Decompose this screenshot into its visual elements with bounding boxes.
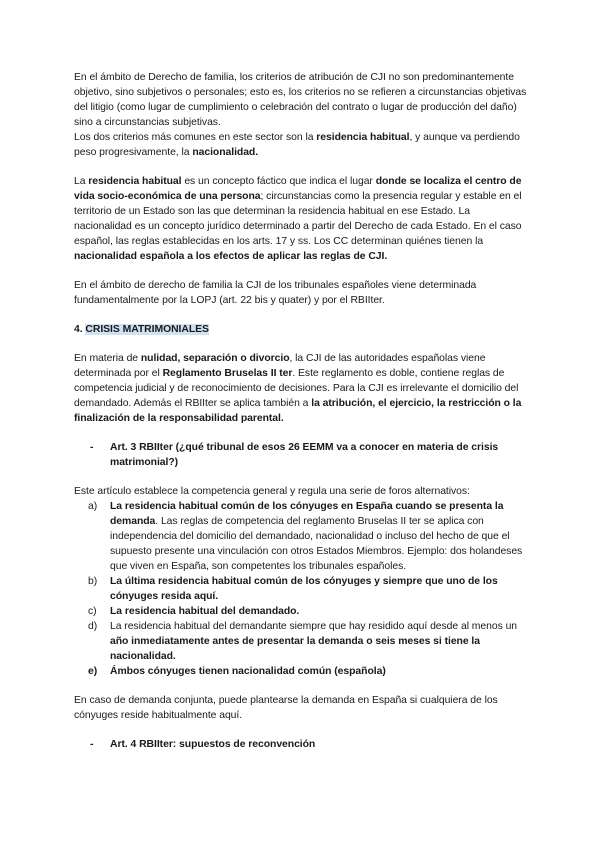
dash-marker: -	[90, 442, 94, 453]
bullet-art4-text: Art. 4 RBIIter: supuestos de reconvención	[110, 739, 316, 750]
list-item-a: a) La residencia habitual común de los cónyuges en España cuando se presenta la demanda. Las reglas de competencia del reglamento Bruselas II ter se aplica con independencia del domicilio del demandado, nacionalidad o incluso del hecho de que el supuesto presente una vinculación con otros Estados Miembros. Ejemplo: dos holandeses que viven en España, son competentes los tribunales españoles.	[88, 501, 523, 572]
list-item-c: c) La residencia habitual del demandado.	[88, 606, 300, 617]
list-item-b: b) La última residencia habitual común de los cónyuges y siempre que uno de los cónyuges resida aquí.	[88, 576, 498, 602]
highlighted-section-title: CRISIS MATRIMONIALES	[85, 324, 209, 335]
dash-marker: -	[90, 739, 94, 750]
section-heading-crisis-matrimoniales: 4. CRISIS MATRIMONIALES	[74, 324, 209, 335]
list-item-e: e) Ámbos cónyuges tienen nacionalidad común (española)	[88, 666, 386, 677]
paragraph-lopj: En el ámbito de derecho de familia la CJI de los tribunales españoles viene determinada fundamentalmente por la LOPJ (art. 22 bis y quater) y por el RBIIter.	[74, 280, 477, 306]
list-item-d: d) La residencia habitual del demandante siempre que hay residido aquí desde al menos un año inmediatamente antes de presentar la demanda o seis meses si tiene la nacionalidad.	[88, 621, 518, 662]
paragraph-habitual-residence: La residencia habitual es un concepto fáctico que indica el lugar donde se localiza el centro de vida socio-económica de una persona; circunstancias como la presencia regular y estable en el territorio de un Estado son las que determinan la residencia habitual en ese Estado. La nacionalidad es un concepto jurídico determinado a partir del Derecho de cada Estado. En el caso español, las reglas establecidas en los arts. 17 y ss. Los CC determinan quiénes tienen la nacionalidad española a los efectos de aplicar las reglas de CJI.	[74, 176, 522, 262]
paragraph-nullity-divorce: En materia de nulidad, separación o divorcio, la CJI de las autoridades españolas viene determinada por el Reglamento Bruselas II ter. Este reglamento es doble, contiene reglas de competencia judicial y de reconocimiento de decisiones. Para la CJI es irrelevante el domicilio del demandado. Además el RBIIter se aplica también a la atribución, el ejercicio, la restricción o la finalización de la responsabilidad parental.	[74, 353, 522, 424]
alternative-forums-list	[74, 499, 530, 679]
paragraph-family-criteria: En el ámbito de Derecho de familia, los criterios de atribución de CJI no son predominantemente objetivo, sino subjetivos o personales; esto es, los criterios no se refieren a circunstancias objetivas del litigio (como lugar de cumplimiento o celebración del contrato o lugar de producción del daño) sino a circunstancias subjetivas.	[74, 72, 527, 128]
bullet-art3-text: Art. 3 RBIIter (¿qué tribunal de esos 26 EEMM va a conocer en materia de crisis matrimonial?)	[110, 442, 499, 468]
paragraph-joint-claim: En caso de demanda conjunta, puede plantearse la demanda en España si cualquiera de los cónyuges reside habitualmente aquí.	[74, 695, 498, 721]
bullet-art3	[74, 440, 530, 470]
bullet-art4	[74, 737, 530, 752]
paragraph-common-criteria: Los dos criterios más comunes en este sector son la residencia habitual, y aunque va perdiendo peso progresivamente, la nacionalidad.	[74, 132, 520, 158]
paragraph-general-competence: Este artículo establece la competencia general y regula una serie de foros alternativos:	[74, 486, 470, 497]
